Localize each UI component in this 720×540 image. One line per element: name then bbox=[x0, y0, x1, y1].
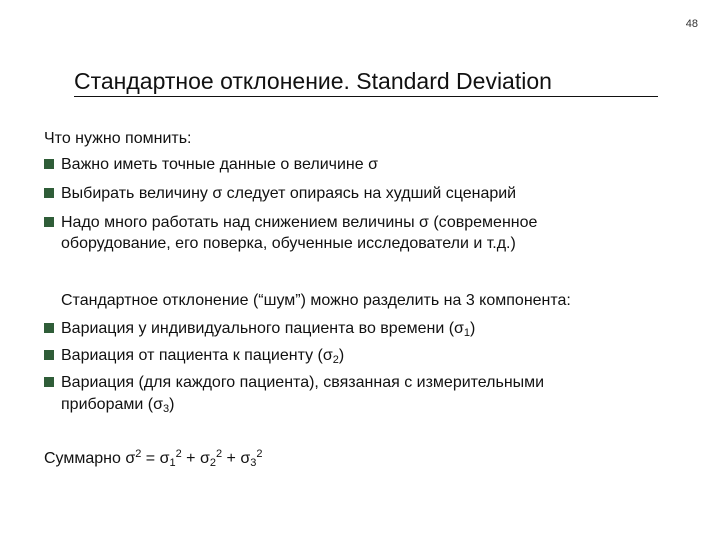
bullet-text-end: ) bbox=[169, 396, 175, 413]
formula-part: + σ bbox=[181, 450, 210, 467]
bullet-continuation bbox=[61, 394, 174, 416]
bullet-text: приборами (σ bbox=[61, 396, 163, 413]
subscript: 1 bbox=[169, 457, 176, 469]
subscript: 3 bbox=[250, 457, 257, 469]
summary-formula bbox=[44, 448, 262, 470]
list-item bbox=[44, 183, 516, 205]
formula-part: + σ bbox=[222, 450, 251, 467]
list-item bbox=[44, 212, 537, 234]
subscript: 1 bbox=[463, 327, 471, 339]
bullet-text: Важно иметь точные данные о величине σ bbox=[61, 156, 378, 173]
section2-intro: Стандартное отклонение (“шум”) можно разделить на 3 компонента: bbox=[61, 292, 571, 309]
list-item bbox=[44, 318, 475, 340]
slide-title: Стандартное отклонение. Standard Deviation bbox=[74, 66, 658, 97]
bullet-continuation: оборудование, его поверка, обученные исследователи и т.д.) bbox=[61, 235, 516, 252]
subscript: 3 bbox=[162, 403, 170, 415]
square-bullet-icon bbox=[44, 323, 54, 333]
superscript: 2 bbox=[135, 448, 142, 460]
superscript: 2 bbox=[256, 448, 263, 460]
square-bullet-icon bbox=[44, 159, 54, 169]
formula-part: Суммарно σ bbox=[44, 450, 136, 467]
square-bullet-icon bbox=[44, 350, 54, 360]
bullet-text: Вариация (для каждого пациента), связанная с измерительными bbox=[61, 374, 545, 391]
bullet-text: Вариация от пациента к пациенту (σ bbox=[61, 347, 333, 364]
bullet-text: Выбирать величину σ следует опираясь на худший сценарий bbox=[61, 185, 517, 202]
formula-part: = σ bbox=[141, 450, 170, 467]
list-item bbox=[44, 372, 544, 394]
square-bullet-icon bbox=[44, 217, 54, 227]
square-bullet-icon bbox=[44, 188, 54, 198]
list-item bbox=[44, 345, 344, 367]
superscript: 2 bbox=[175, 448, 182, 460]
superscript: 2 bbox=[215, 448, 223, 460]
subscript: 2 bbox=[332, 354, 339, 366]
square-bullet-icon bbox=[44, 377, 54, 387]
section1-intro: Что нужно помнить: bbox=[44, 130, 192, 147]
list-item bbox=[44, 154, 378, 176]
bullet-text: Вариация у индивидуального пациента во времени (σ bbox=[61, 320, 464, 337]
bullet-text-end: ) bbox=[338, 347, 345, 364]
bullet-text-end: ) bbox=[470, 320, 476, 337]
subscript: 2 bbox=[209, 457, 216, 469]
bullet-text: Надо много работать над снижением величины σ (современное bbox=[61, 214, 538, 231]
page-number: 48 bbox=[685, 18, 698, 30]
